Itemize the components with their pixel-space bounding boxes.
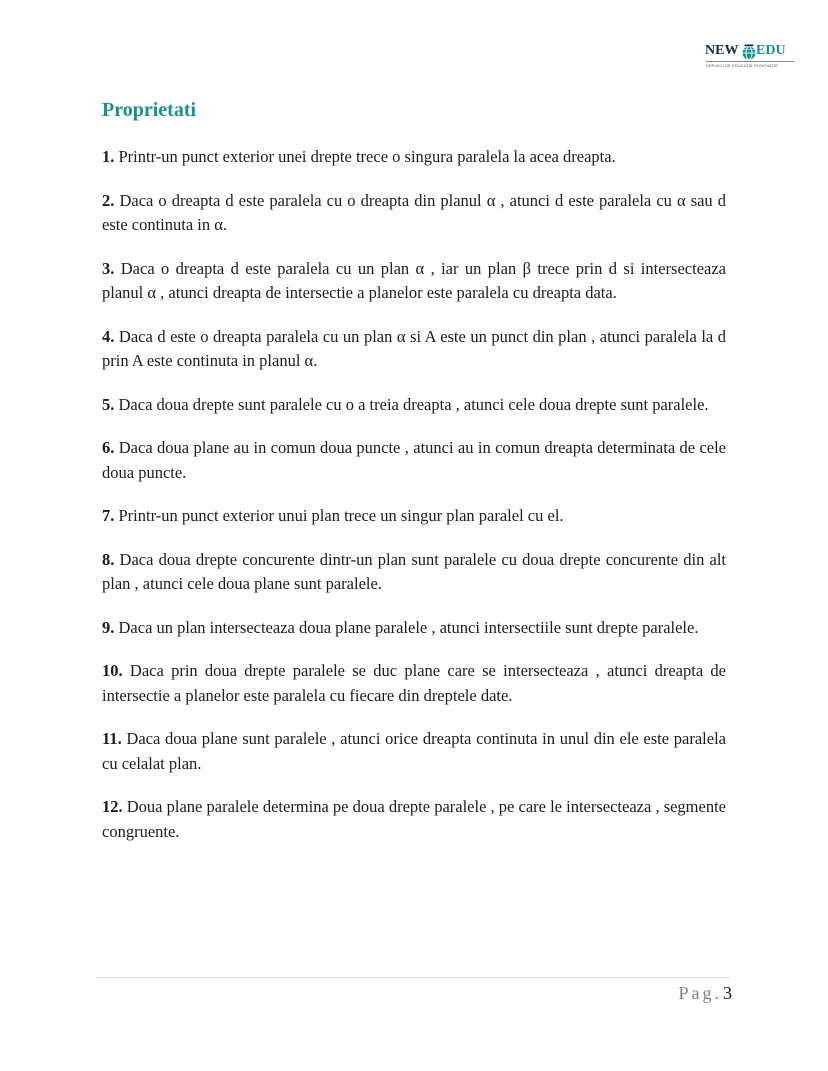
property-text: Printr-un punct exterior unei drepte trece o singura paralela la acea dreapta. [118, 147, 616, 166]
footer-divider [96, 977, 730, 978]
property-text: Printr-un punct exterior unui plan trece un singur plan paralel cu el. [118, 506, 564, 525]
property-number: 4. [102, 326, 115, 346]
property-number: 9. [102, 617, 115, 637]
property-text: Daca doua drepte concurente dintr-un plan sunt paralele cu doua drepte concurente din alt plan , atunci cele doua plane sunt paralele. [102, 549, 727, 593]
property-text: Daca doua drepte sunt paralele cu o a treia dreapta , atunci cele doua drepte sunt paralele. [118, 394, 709, 414]
property-text: Daca doua plane sunt paralele , atunci orice dreapta continuta in unul din ele este paralela cu celalat plan. [102, 729, 726, 773]
property-number: 2. [102, 190, 115, 210]
property-number: 7. [102, 506, 115, 525]
property-text: Daca doua plane au in comun doua puncte , atunci au in comun dreapta determinata de cele doua puncte. [102, 438, 727, 482]
page-number: 3 [723, 983, 732, 1003]
property-number: 3. [102, 258, 115, 278]
property-number: 8. [102, 549, 115, 569]
property-item [102, 795, 726, 844]
property-item [102, 436, 726, 485]
property-number: 10. [102, 661, 123, 680]
properties-list [102, 145, 726, 863]
property-text: Doua plane paralele determina pe doua drepte paralele , pe care le intersecteaza , segmente congruente. [102, 797, 727, 841]
page-separator: . [714, 983, 719, 1003]
page-footer [679, 982, 733, 1004]
property-text: Daca d este o dreapta paralela cu un plan α si A este un punct din plan , atunci paralela la d prin A este continuta in planul α. [102, 326, 726, 370]
property-item [102, 325, 726, 374]
property-item [102, 504, 726, 529]
property-text: Daca o dreapta d este paralela cu o dreapta din planul α , atunci d este paralela cu α sau d este continuta in α. [102, 190, 727, 234]
property-item [102, 727, 726, 776]
property-number: 1. [102, 147, 115, 166]
property-item [102, 189, 726, 238]
property-item [102, 616, 726, 641]
property-item [102, 145, 726, 170]
page-label: Pag [678, 983, 715, 1003]
logo-tagline: SERVICII DE EDUCATIE SI INOVATIE [706, 61, 794, 68]
property-item [102, 393, 726, 418]
property-text: Daca o dreapta d este paralela cu un plan α , iar un plan β trece prin d si intersecteaza planul α , atunci dreapta de intersectie a planelor este paralela cu dreapta data. [102, 258, 726, 302]
newedu-logo [704, 34, 794, 70]
property-item [102, 548, 726, 597]
property-text: Daca prin doua drepte paralele se duc plane care se intersecteaza , atunci dreapta de intersectie a planelor este paralela cu fiecare din dreptele date. [102, 661, 726, 705]
logo-wordmark [704, 43, 794, 59]
logo-word-new: NEW [705, 43, 739, 58]
section-heading: Proprietati [102, 99, 197, 121]
property-number: 11. [102, 729, 122, 748]
property-number: 6. [102, 438, 115, 457]
property-item [102, 257, 726, 306]
logo-word-edu: EDU [756, 43, 786, 58]
property-number: 12. [102, 797, 123, 816]
property-text: Daca un plan intersecteaza doua plane paralele , atunci intersectiile sunt drepte paralele. [118, 617, 699, 637]
property-number: 5. [102, 394, 115, 414]
property-item [102, 659, 726, 708]
